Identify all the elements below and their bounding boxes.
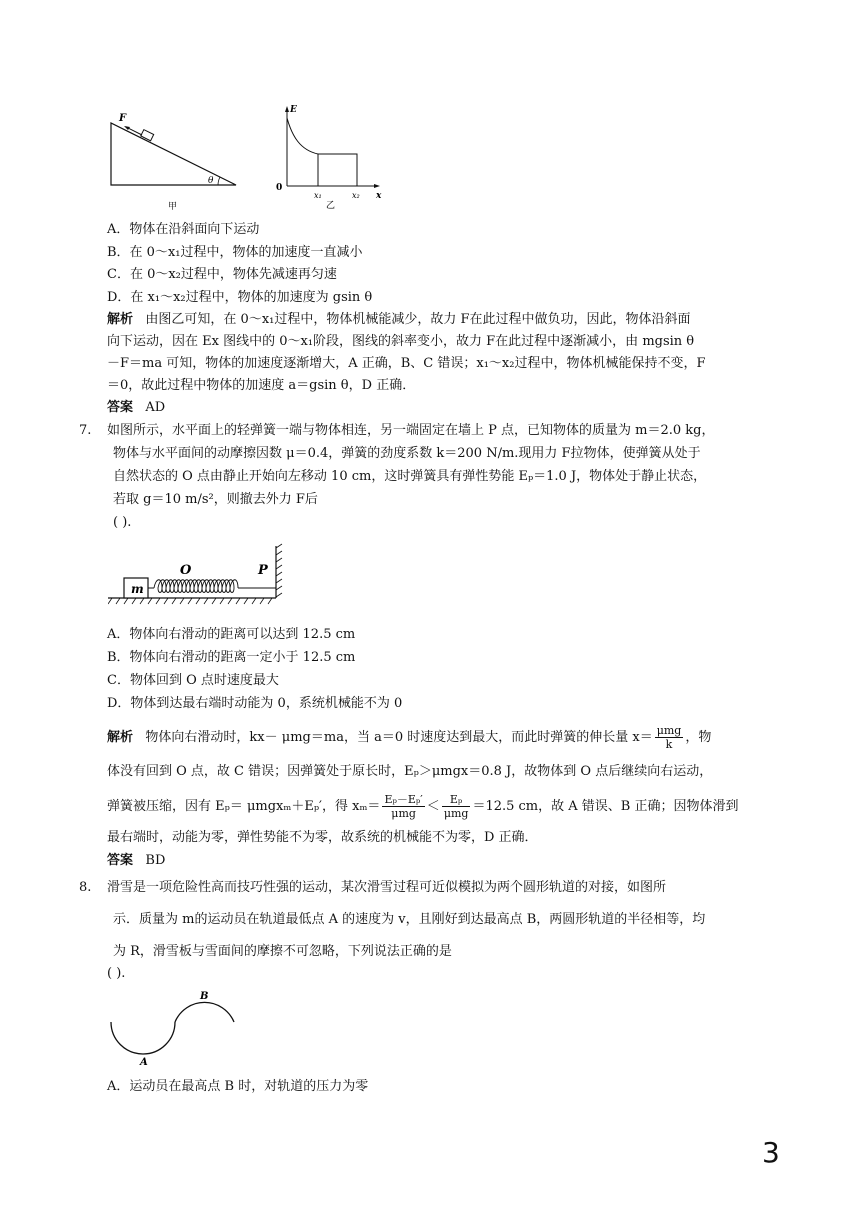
q7-stem-line4: 若取 g＝10 m/s²，则撤去外力 F后 xyxy=(113,492,318,507)
q7-analysis-line4: 最右端时，动能为零，弹性势能不为零，故系统的机械能不为零，D 正确． xyxy=(107,830,538,845)
q7-option-d: D．物体到达最右端时动能为 0，系统机械能不为 0 xyxy=(107,696,403,711)
page-number: 3 xyxy=(762,1136,780,1169)
q7-answer-value: BD xyxy=(145,853,166,868)
q7-option-b: B．物体向右滑动的距离一定小于 12.5 cm xyxy=(107,650,356,665)
q7-stem-line3: 自然状态的 O 点由静止开始向左移动 10 cm，这时弹簧具有弹性势能 Eₚ＝1.0 J，物体处于静止状态， xyxy=(113,469,707,484)
energy-graph xyxy=(270,100,390,212)
q7-answer-label: 答案 xyxy=(107,853,134,868)
q6-option-a: A．物体在沿斜面向下运动 xyxy=(107,222,260,237)
fraction-energy: $\frac{\text{Eₚ}}{\text{μmg}}$ xyxy=(443,793,469,820)
q7-analysis-line1: 解析 物体向右滑动时，kx－ μmg＝ma，当 a＝0 时速度达到最大，而此时弹簧的伸长量 x＝ $\frac{\text{μmg}}{k}$ ，物 xyxy=(107,724,712,751)
q6-answer-value: AD xyxy=(145,400,166,415)
spring-figure xyxy=(108,538,288,616)
theta-label: θ xyxy=(208,176,214,186)
q8-number: 8. xyxy=(79,880,92,895)
q6-option-c: C．在 0～x₂过程中，物体先减速再匀速 xyxy=(107,267,337,282)
q7-answer xyxy=(107,852,165,870)
incline-figure xyxy=(100,105,250,215)
point-A-label: A xyxy=(140,1057,148,1068)
q8-option-a: A．运动员在最高点 B 时，对轨道的压力为零 xyxy=(107,1079,369,1094)
tick-x2: x₂ xyxy=(352,191,360,200)
q7-option-a: A．物体向右滑动的距离可以达到 12.5 cm xyxy=(107,627,356,642)
q6-analysis-line3: －F＝ma 可知，物体的加速度逐渐增大，A 正确，B、C 错误；x₁～x₂过程中，物体机械能保持不变，F xyxy=(107,356,706,371)
q7-analysis-line3: 弹簧被压缩，因有 Eₚ＝ μmgxₘ＋Eₚ′，得 xₘ＝ $\frac{\text{Eₚ－Eₚ′}}{\text{μmg}}$ ＜ $\frac{\text{Eₚ}}{\text{μmg}}$ ＝12.5 cm，故 A 错误、B 正确；因物体滑到 xyxy=(107,793,739,820)
q7-bracket: ( ). xyxy=(113,515,132,530)
force-label: F xyxy=(119,113,127,124)
q6-analysis-line4: ＝0，故此过程中物体的加速度 a＝gsin θ，D 正确． xyxy=(107,378,416,393)
point-B-label: B xyxy=(200,991,209,1002)
caption-yi: 乙 xyxy=(326,201,336,211)
q6-answer-label: 答案 xyxy=(107,400,134,415)
ski-track-figure xyxy=(104,984,244,1068)
q7-option-c: C．物体回到 O 点时速度最大 xyxy=(107,673,279,688)
point-O-label: O xyxy=(180,563,192,578)
fraction-mumg-over-k: $\frac{\text{μmg}}{k}$ xyxy=(656,724,682,751)
origin-label: 0 xyxy=(276,183,283,193)
mass-label: m xyxy=(131,582,144,596)
q6-analysis-line2: 向下运动，因在 Ex 图线中的 0～x₁阶段，图线的斜率变小，故力 F在此过程中逐渐减小，由 mgsin θ xyxy=(107,334,695,349)
q7-stem-line1: 如图所示，水平面上的轻弹簧一端与物体相连，另一端固定在墙上 P 点，已知物体的质量为 m＝2.0 kg， xyxy=(107,423,715,438)
point-P-label: P xyxy=(258,563,268,578)
q6-option-b: B．在 0～x₁过程中，物体的加速度一直减小 xyxy=(107,245,363,260)
caption-jia: 甲 xyxy=(168,202,178,212)
q6-answer xyxy=(107,399,165,417)
q7-analysis-label: 解析 xyxy=(107,730,134,745)
tick-x1: x₁ xyxy=(314,191,322,200)
q6-option-d: D．在 x₁～x₂过程中，物体的加速度为 gsin θ xyxy=(107,290,373,305)
q8-stem-line2: 示．质量为 m的运动员在轨道最低点 A 的速度为 v，且刚好到达最高点 B，两圆形轨道的半径相等，均 xyxy=(113,912,706,927)
q6-analysis-label: 解析 xyxy=(107,312,134,327)
axis-E: E xyxy=(290,105,297,115)
q8-stem-line1: 滑雪是一项危险性高而技巧性强的运动，某次滑雪过程可近似模拟为两个圆形轨道的对接，如图所 xyxy=(107,880,667,895)
q7-analysis-line2: 体没有回到 O 点，故 C 错误；因弹簧处于原长时，Eₚ＞μmgx＝0.8 J，故物体到 O 点后继续向右运动， xyxy=(107,764,713,779)
q7-stem-line2: 物体与水平面间的动摩擦因数 μ＝0.4，弹簧的劲度系数 k＝200 N/m.现用力 F拉物体，使弹簧从处于 xyxy=(113,446,701,461)
fraction-energy-diff: $\frac{\text{Eₚ－Eₚ′}}{\text{μmg}}$ xyxy=(384,793,423,820)
q7-number: 7. xyxy=(79,423,92,438)
q8-stem-line3: 为 R，滑雪板与雪面间的摩擦不可忽略，下列说法正确的是 xyxy=(113,944,452,959)
axis-x: x xyxy=(376,191,382,201)
q6-analysis-line1: 解析 由图乙可知，在 0～x₁过程中，物体机械能减少，故力 F在此过程中做负功，因此，物体沿斜面 xyxy=(107,312,691,327)
q8-bracket: ( ). xyxy=(107,966,126,981)
